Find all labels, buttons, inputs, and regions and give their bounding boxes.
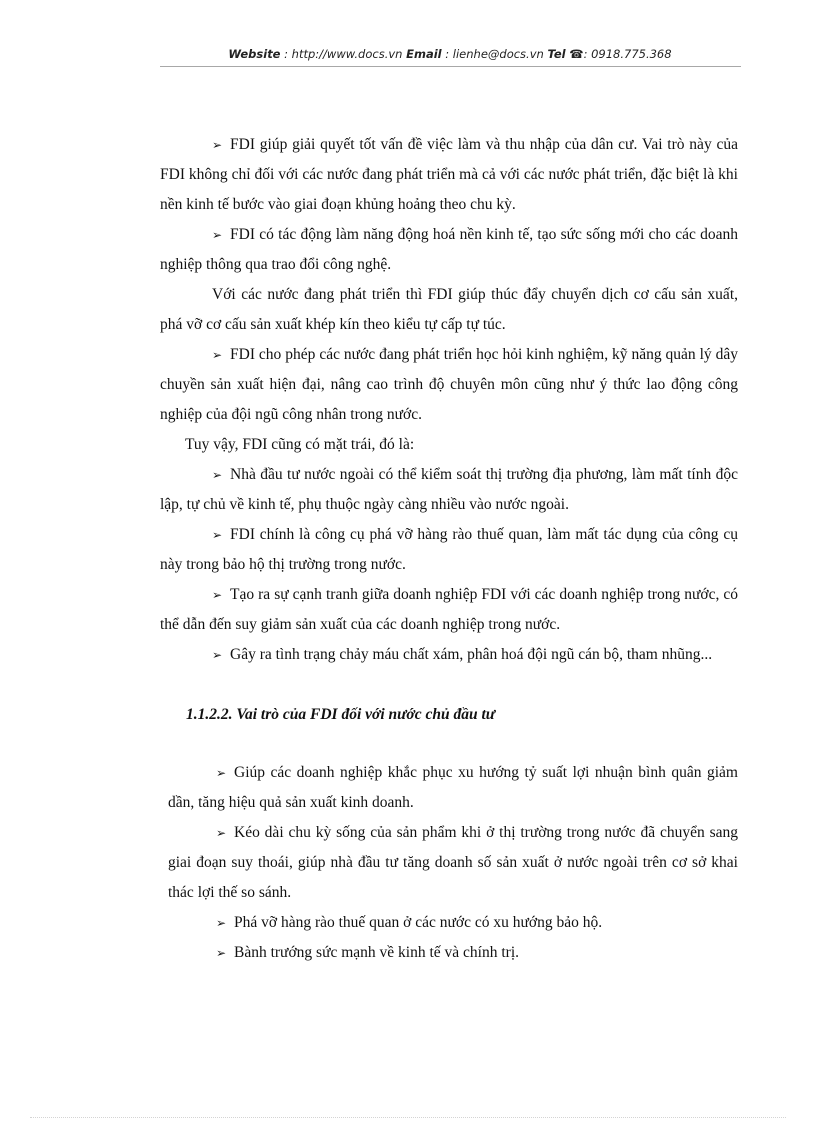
website-label: Website: [228, 47, 281, 61]
phone-icon: ☎: [569, 47, 584, 61]
arrow-bullet-icon: ➢: [216, 826, 227, 840]
section-item: ➢ Kéo dài chu kỳ sống của sản phẩm khi ở thị trường trong nước đã chuyển sang giai đoạn suy thoái, giúp nhà đầu tư tăng doanh số sản xuất ở nước ngoài trên cơ sở khai thác lợi thế so sánh.: [168, 818, 738, 908]
tel-label: Tel: [547, 47, 566, 61]
website-link[interactable]: : http://www.docs.vn: [284, 47, 403, 61]
section-item: ➢ Bành trướng sức mạnh về kinh tế và chính trị.: [168, 938, 738, 968]
arrow-bullet-icon: ➢: [212, 468, 223, 482]
section-list: [160, 758, 738, 968]
header-divider: [160, 66, 741, 67]
arrow-bullet-icon: ➢: [212, 138, 223, 152]
section-heading: 1.1.2.2. Vai trò của FDI đối với nước chủ đầu tư: [186, 706, 496, 723]
document-body: [160, 130, 738, 968]
paragraph-bullet: ➢ Tạo ra sự cạnh tranh giữa doanh nghiệp FDI với các doanh nghiệp trong nước, có thể dẫn đến suy giảm sản xuất của các doanh nghiệp trong nước.: [160, 580, 738, 640]
paragraph-bullet: ➢ FDI cho phép các nước đang phát triển học hỏi kinh nghiệm, kỹ năng quản lý dây chuyền sản xuất hiện đại, nâng cao trình độ chuyên môn cũng như ý thức lao động công nghiệp của đội ngũ công nhân trong nước.: [160, 340, 738, 430]
paragraph-intro: Tuy vậy, FDI cũng có mặt trái, đó là:: [185, 436, 415, 453]
arrow-bullet-icon: ➢: [212, 648, 223, 662]
section-item: ➢ Phá vỡ hàng rào thuế quan ở các nước có xu hướng bảo hộ.: [168, 908, 738, 938]
email-label: Email: [406, 47, 442, 61]
arrow-bullet-icon: ➢: [212, 588, 223, 602]
paragraph-bullet: ➢ FDI có tác động làm năng động hoá nền kinh tế, tạo sức sống mới cho các doanh nghiệp thông qua trao đổi công nghệ.: [160, 220, 738, 280]
paragraph-bullet: ➢ Gây ra tình trạng chảy máu chất xám, phân hoá đội ngũ cán bộ, tham nhũng...: [160, 640, 738, 670]
paragraph: Với các nước đang phát triển thì FDI giúp thúc đẩy chuyển dịch cơ cấu sản xuất, phá vỡ cơ cấu sản xuất khép kín theo kiểu tự cấp tự túc.: [160, 286, 738, 333]
arrow-bullet-icon: ➢: [216, 946, 227, 960]
page-bottom-border: [30, 1117, 786, 1118]
section-item: ➢ Giúp các doanh nghiệp khắc phục xu hướng tỷ suất lợi nhuận bình quân giảm dần, tăng hiệu quả sản xuất kinh doanh.: [168, 758, 738, 818]
paragraph-bullet: ➢ FDI giúp giải quyết tốt vấn đề việc làm và thu nhập của dân cư. Vai trò này của FDI không chỉ đối với các nước đang phát triển mà cả với các nước phát triển, đặc biệt là khi nền kinh tế bước vào giai đoạn khủng hoảng theo chu kỳ.: [160, 130, 738, 220]
arrow-bullet-icon: ➢: [212, 228, 223, 242]
arrow-bullet-icon: ➢: [212, 348, 223, 362]
arrow-bullet-icon: ➢: [216, 916, 227, 930]
paragraph-bullet: ➢ Nhà đầu tư nước ngoài có thể kiểm soát thị trường địa phương, làm mất tính độc lập, tự chủ về kinh tế, phụ thuộc ngày càng nhiều vào nước ngoài.: [160, 460, 738, 520]
phone-number: : 0918.775.368: [583, 47, 672, 61]
arrow-bullet-icon: ➢: [216, 766, 227, 780]
arrow-bullet-icon: ➢: [212, 528, 223, 542]
paragraph-bullet: ➢ FDI chính là công cụ phá vỡ hàng rào thuế quan, làm mất tác dụng của công cụ này trong bảo hộ thị trường trong nước.: [160, 520, 738, 580]
email-link[interactable]: : lienhe@docs.vn: [445, 47, 544, 61]
page-header: [160, 47, 740, 61]
